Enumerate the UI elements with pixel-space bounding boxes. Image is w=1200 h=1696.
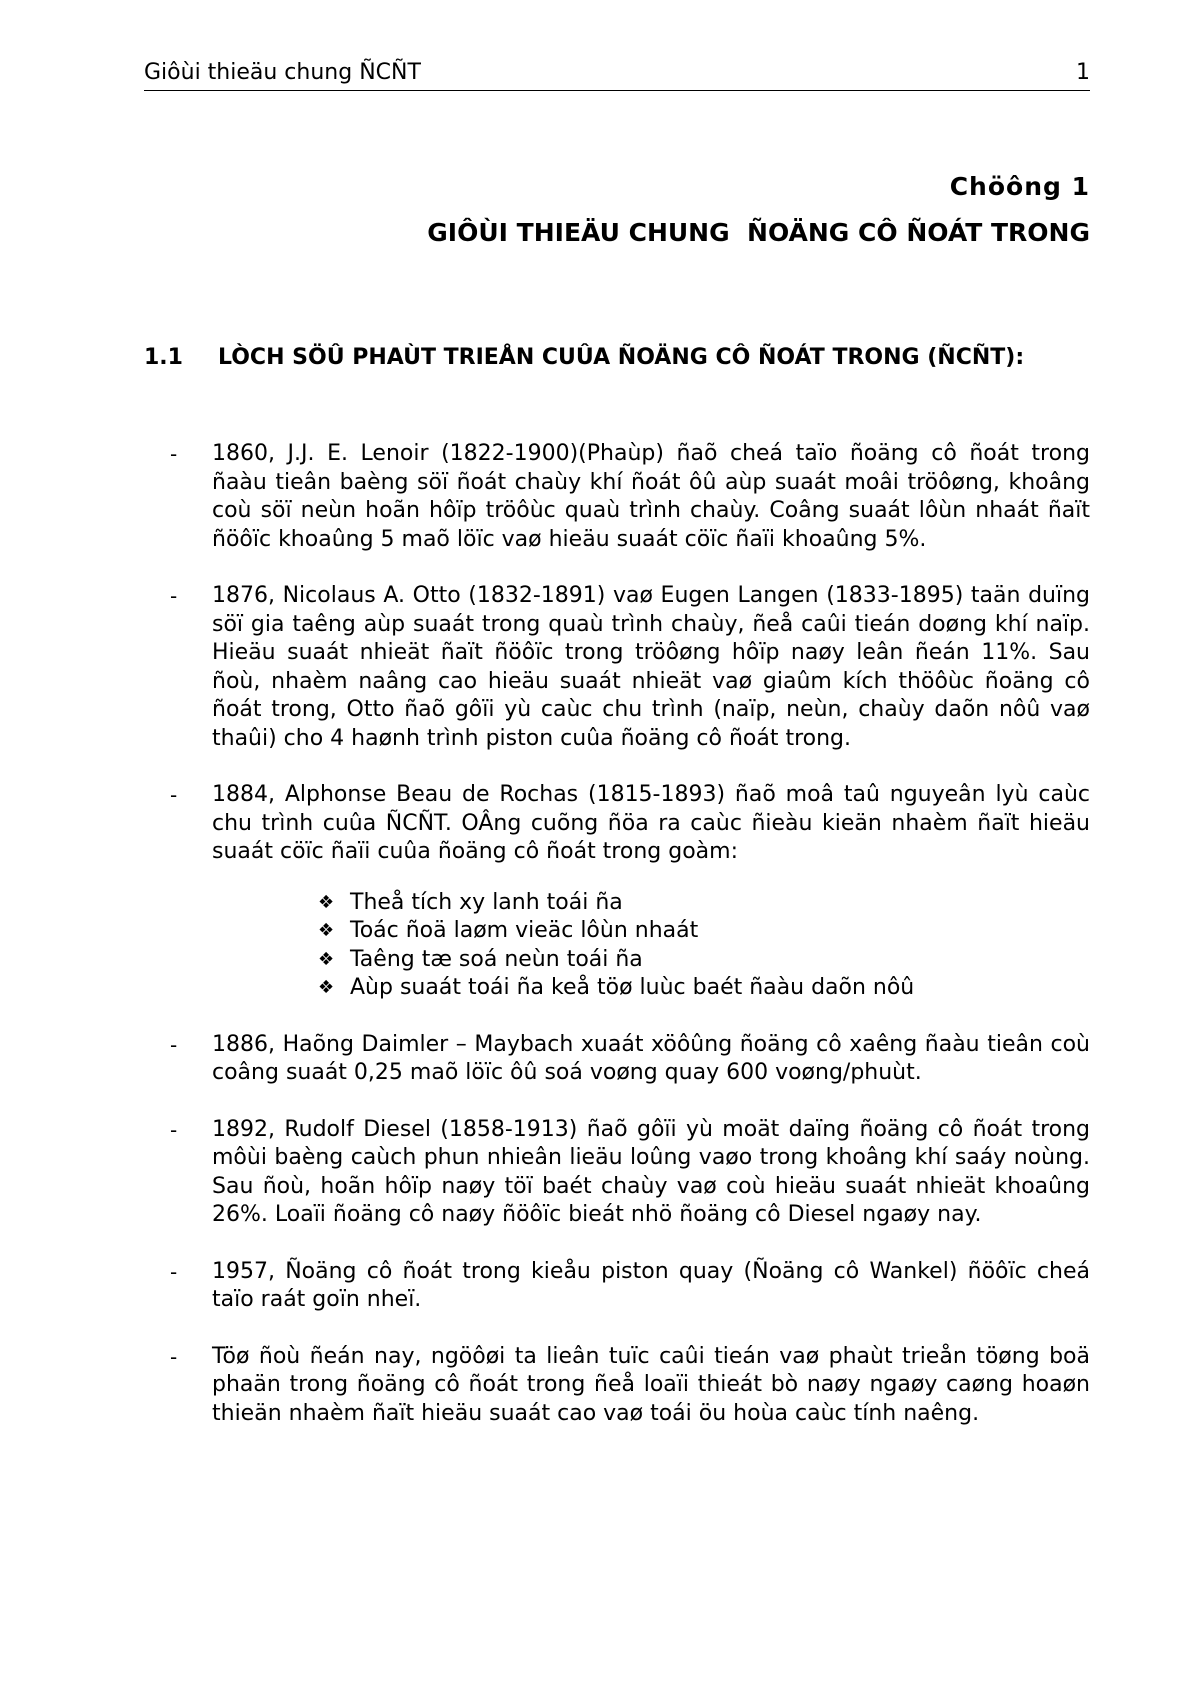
dash-marker: -: [170, 584, 178, 608]
history-item-1957: [144, 1258, 1090, 1315]
section-heading: [144, 344, 1090, 372]
diamond-bullet-icon: ❖: [318, 920, 335, 941]
condition-text: Aùp suaát toái ña keå töø luùc baét ñaàu daõn nôû: [350, 975, 915, 1000]
history-item-text: 1892, Rudolf Diesel (1858-1913) ñaõ gôïi yù moät daïng ñoäng cô ñoát trong môùi baèng caùch phun nhieân lieäu loûng vaøo trong khoâng khí saáy noùng. Sau ñoù, hoãn hôïp naøy töï baét chaùy vaø coù hieäu suaát nhieät khoaûng 26%. Loaïi ñoäng cô naøy ñöôïc bieát nhö ñoäng cô Diesel ngaøy nay.: [212, 1116, 1090, 1227]
history-item-1886: [144, 1031, 1090, 1088]
history-item-present: [144, 1343, 1090, 1429]
history-item-1884: [144, 781, 1090, 1003]
diamond-bullet-icon: ❖: [318, 891, 335, 913]
history-list: [144, 440, 1090, 1456]
history-item-1892: [144, 1116, 1090, 1230]
condition-item: [318, 974, 1090, 1003]
dash-marker: -: [170, 1117, 178, 1142]
diamond-bullet-icon: ❖: [318, 948, 335, 970]
history-item-text: 1886, Haõng Daimler – Maybach xuaát xöôûng ñoäng cô xaêng ñaàu tieân coù coâng suaát 0,25 maõ löïc ôû soá voøng quay 600 voøng/phuùt.: [212, 1031, 1090, 1085]
history-item-1860: [144, 440, 1090, 554]
header-title: Giôùi thieäu chung ÑCÑT: [144, 60, 421, 85]
dash-marker: -: [170, 1259, 178, 1284]
history-item-text: 1884, Alphonse Beau de Rochas (1815-1893) ñaõ moâ taû nguyeân lyù caùc chu trình cuûa ÑCÑT. OÂng cuõng ñöa ra caùc ñieàu kieän nhaèm ñaït hieäu suaát cöïc ñaïi cuûa ñoäng cô ñoát trong goàm:: [212, 782, 1090, 864]
page-number: 1: [1076, 60, 1090, 85]
condition-text: Taêng tæ soá neùn toái ña: [350, 946, 643, 972]
history-item-text: 1876, Nicolaus A. Otto (1832-1891) vaø Eugen Langen (1833-1895) taän duïng söï gia taêng aùp suaát trong quaù trình chaùy, ñeå caûi tieán doøng khí naïp. Hieäu suaát nhieät ñaït ñöôïc trong tröôøng hôïp naøy leân ñeán 11%. Sau ñoù, nhaèm naâng cao hieäu suaát nhieät vaø giaûm kích thöôùc ñoäng cô ñoát trong, Otto ñaõ gôïi yù caùc chu trình (naïp, neùn, chaùy daõn nôû vaø thaûi) cho 4 haønh trình piston cuûa ñoäng cô ñoát trong.: [212, 583, 1090, 751]
condition-item: [318, 889, 1090, 918]
history-item-text: 1957, Ñoäng cô ñoát trong kieåu piston quay (Ñoäng cô Wankel) ñöôïc cheá taïo raát goïn nheï.: [212, 1258, 1090, 1312]
history-item-1876: [144, 582, 1090, 753]
conditions-list: [212, 889, 1090, 1003]
condition-item: [318, 917, 1090, 946]
page-header: [144, 58, 1090, 91]
condition-text: Theå tích xy lanh toái ña: [350, 889, 623, 915]
condition-item: [318, 946, 1090, 975]
dash-marker: -: [170, 783, 178, 807]
condition-text: Toác ñoä laøm vieäc lôùn nhaát: [350, 918, 699, 943]
dash-marker: -: [170, 442, 178, 466]
chapter-label: Chöông 1: [949, 172, 1090, 201]
dash-marker: -: [170, 1032, 178, 1057]
history-item-text: Töø ñoù ñeán nay, ngöôøi ta lieân tuïc caûi tieán vaø phaùt trieån töøng boä phaän trong ñoäng cô ñoát trong ñeå loaïi thieát bò naøy ngaøy caøng hoaøn thieän nhaèm ñaït hieäu suaát cao vaø toái öu hoùa caùc tính naêng.: [212, 1343, 1090, 1426]
dash-marker: -: [170, 1344, 178, 1369]
diamond-bullet-icon: ❖: [318, 977, 335, 998]
section-number: 1.1: [144, 345, 183, 370]
section-title: LÒCH SÖÛ PHAÙT TRIEÅN CUÛA ÑOÄNG CÔ ÑOÁT TRONG (ÑCÑT):: [218, 345, 1025, 370]
history-item-text: 1860, J.J. E. Lenoir (1822-1900)(Phaùp) ñaõ cheá taïo ñoäng cô ñoát trong ñaàu tieân baèng söï ñoát chaùy khí ñoát ôû aùp suaát moâi tröôøng, khoâng coù söï neùn hoãn hôïp tröôùc quaù trình chaùy. Coâng suaát lôùn nhaát ñaït ñöôïc khoaûng 5 maõ löïc vaø hieäu suaát cöïc ñaïi khoaûng 5%.: [212, 441, 1090, 552]
chapter-title: GIÔÙI THIEÄU CHUNG ÑOÄNG CÔ ÑOÁT TRONG: [427, 218, 1090, 247]
